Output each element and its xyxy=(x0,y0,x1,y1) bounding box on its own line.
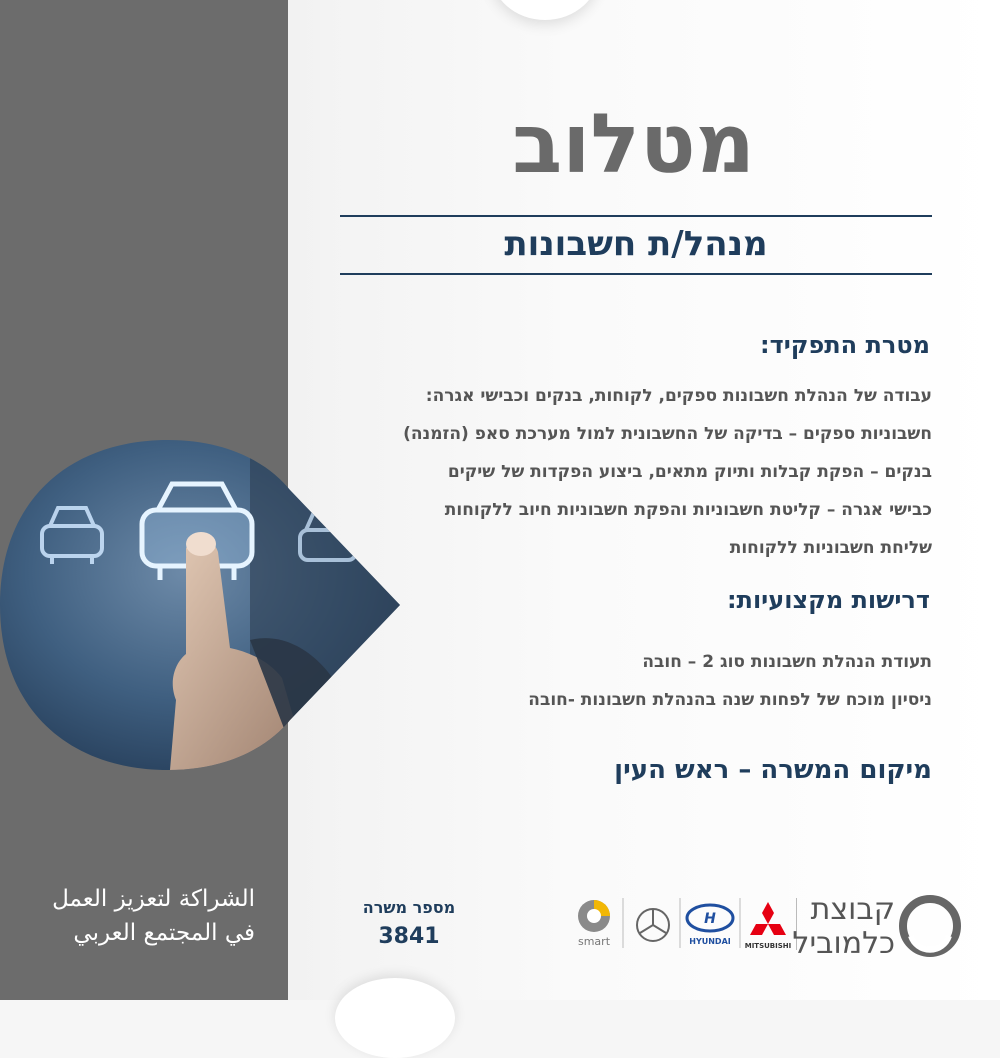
brand-name-line: קבוצת xyxy=(810,892,895,927)
smart-logo xyxy=(578,900,611,948)
headline: מטלוב xyxy=(512,97,755,192)
role-purpose-line: כבישי אגרה – קליטת חשבוניות והפקת חשבוניות חיוב ללקוחות xyxy=(444,500,932,520)
arabic-tagline-line: الشراكة لتعزيز العمل xyxy=(52,886,255,912)
hyundai-logo xyxy=(687,905,733,946)
arabic-tagline xyxy=(30,882,255,950)
partner-logos xyxy=(570,888,795,958)
job-location: מיקום המשרה – ראש העין xyxy=(614,755,932,785)
job-number: 3841 xyxy=(378,924,440,949)
decorative-circle-bottom xyxy=(335,978,455,1058)
requirements-heading: דרישות מקצועיות: xyxy=(726,586,930,614)
requirements-list xyxy=(312,643,932,719)
role-purpose-line: עבודה של הנהלת חשבונות ספקים, לקוחות, בנקים וכבישי אגרה: xyxy=(425,386,932,406)
title-rule-top xyxy=(340,215,932,217)
brand-ring-logo xyxy=(897,893,963,959)
arabic-tagline-line: في المجتمع العربي xyxy=(73,920,255,946)
mercedes-logo xyxy=(637,909,669,941)
brand-name xyxy=(792,892,895,961)
role-purpose-list xyxy=(312,377,932,567)
brand-name-line: כלמוביל xyxy=(792,926,895,961)
role-purpose-line: שליחת חשבוניות ללקוחות xyxy=(729,538,932,558)
role-purpose-line: חשבוניות ספקים – בדיקה של החשבונית למול מערכת סאפ (הזמנה) xyxy=(403,424,932,444)
mitsubishi-wordmark: MITSUBISHI xyxy=(744,942,792,950)
mitsubishi-logo xyxy=(745,902,792,950)
svg-text:H: H xyxy=(704,911,716,927)
job-title: מנהל/ת חשבונות xyxy=(504,224,768,264)
requirement-line: תעודת הנהלת חשבונות סוג 2 – חובה xyxy=(642,652,932,672)
title-rule-bottom xyxy=(340,273,932,275)
requirement-line: ניסיון מוכח של לפחות שנה בהנהלת חשבונות -חובה xyxy=(528,690,932,710)
role-purpose-line: בנקים – הפקת קבלות ותיוק מתאים, ביצוע הפקדות של שיקים xyxy=(447,462,932,482)
smart-wordmark: smart xyxy=(577,935,611,948)
role-purpose-heading: מטרת התפקיד: xyxy=(760,331,930,359)
job-number-label: מספר משרה xyxy=(362,898,456,917)
hyundai-wordmark: HYUNDAI xyxy=(689,937,731,946)
